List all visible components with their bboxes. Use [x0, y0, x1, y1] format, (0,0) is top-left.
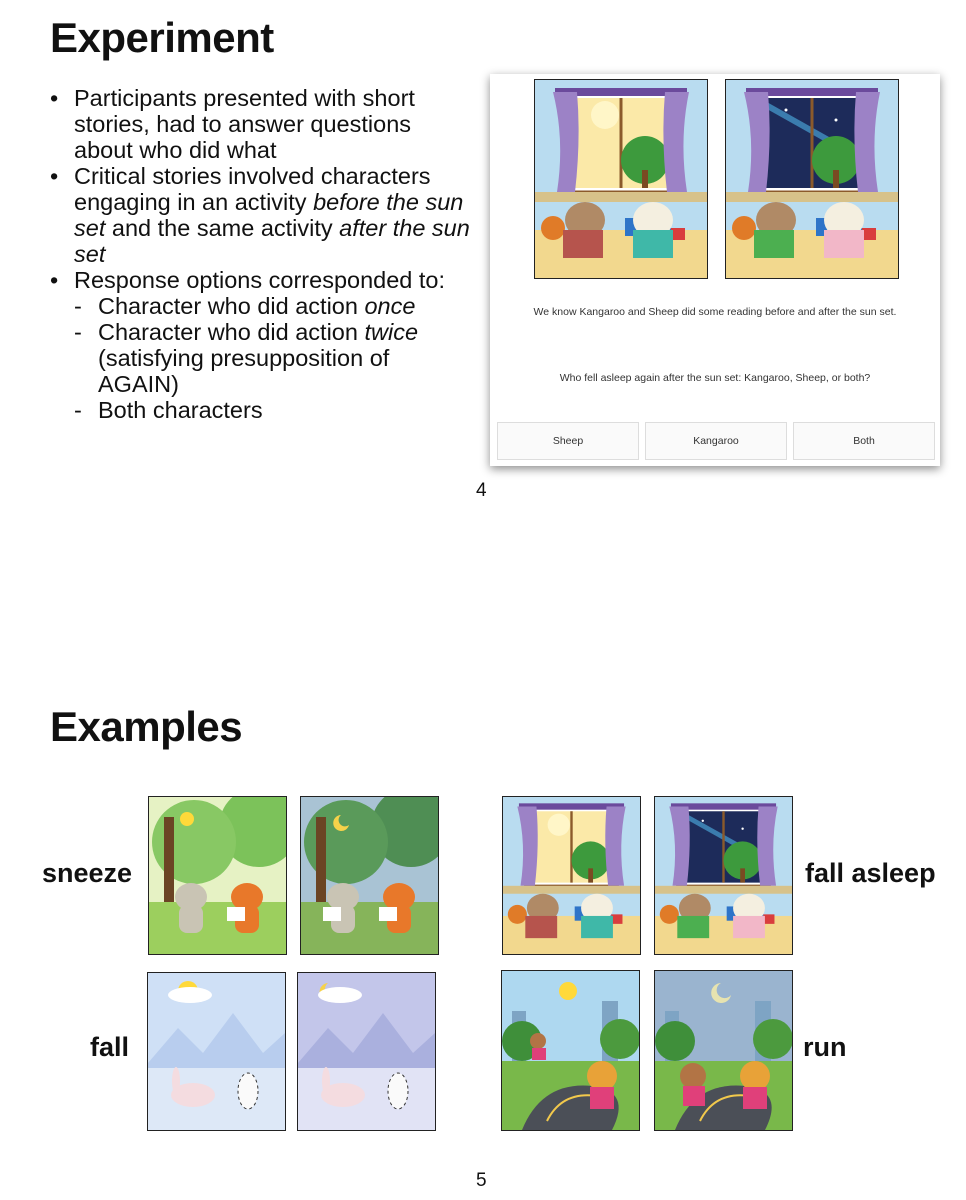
park-day-illustration: [502, 971, 639, 1130]
example-run-day: [501, 970, 640, 1131]
answer-button-kangaroo[interactable]: Kangaroo: [645, 422, 787, 460]
forest-day-illustration: [149, 797, 286, 954]
snow-day-illustration: [148, 973, 285, 1130]
example-sneeze-day: [148, 796, 287, 955]
label-run: run: [803, 1032, 847, 1062]
bullet-item: [50, 267, 470, 293]
bullet-text: (satisfying presupposition of AGAIN): [98, 345, 390, 397]
example-fall-night: [297, 972, 436, 1131]
bedroom-day-illustration: [503, 797, 640, 954]
story-panel-day: [534, 79, 708, 279]
emphasis-text: once: [364, 293, 416, 319]
example-fall-asleep-day: [502, 796, 641, 955]
sub-bullet-item: [50, 293, 470, 319]
bullet-dot-icon: •: [50, 163, 59, 189]
bullet-item: [50, 163, 470, 267]
bedroom-night-illustration: [655, 797, 792, 954]
bedroom-night-illustration: [726, 80, 898, 278]
example-run-night: [654, 970, 793, 1131]
answer-button-sheep[interactable]: Sheep: [497, 422, 639, 460]
example-sneeze-night: [300, 796, 439, 955]
park-night-illustration: [655, 971, 792, 1130]
bullet-text: Participants presented with short stories, had to answer questions about who did what: [74, 85, 415, 163]
bullet-text: Character who did action: [98, 319, 365, 345]
story-panel-night: [725, 79, 899, 279]
sub-bullet-item: [50, 397, 470, 423]
snow-night-illustration: [298, 973, 435, 1130]
slide-title-examples: Examples: [50, 703, 243, 750]
slide-title-experiment: Experiment: [50, 14, 274, 61]
emphasis-text: before the sun set: [74, 189, 464, 241]
emphasis-text: twice: [364, 319, 419, 345]
example-fall-asleep-night: [654, 796, 793, 955]
label-sneeze: sneeze: [42, 858, 133, 888]
bullet-text: and the same activity: [105, 215, 340, 241]
page-number: 5: [476, 1170, 487, 1191]
story-question: Who fell asleep again after the sun set: Kangaroo, Sheep, or both?: [559, 372, 871, 384]
label-fall-asleep: fall asleep: [805, 858, 936, 888]
answer-button-both[interactable]: Both: [793, 422, 935, 460]
bullet-text: Character who did action: [98, 293, 365, 319]
sub-bullet-item: [50, 319, 470, 397]
bullet-list: [50, 85, 470, 423]
dash-icon: -: [74, 293, 82, 319]
dash-icon: -: [74, 397, 82, 423]
bullet-dot-icon: •: [50, 85, 59, 111]
forest-night-illustration: [301, 797, 438, 954]
dash-icon: -: [74, 319, 82, 345]
bullet-text: Critical stories involved characters engaging in an activity: [74, 163, 431, 215]
example-fall-day: [147, 972, 286, 1131]
page-number: 4: [476, 480, 487, 501]
label-fall: fall: [90, 1032, 130, 1062]
experiment-screenshot: [490, 74, 940, 466]
bullet-text: Both characters: [98, 397, 263, 423]
bullet-item: [50, 85, 470, 163]
emphasis-text: after the sun set: [74, 215, 470, 267]
story-statement: We know Kangaroo and Sheep did some reading before and after the sun set.: [533, 306, 897, 318]
bullet-dot-icon: •: [50, 267, 59, 293]
bullet-text: Response options corresponded to:: [74, 267, 446, 293]
bedroom-day-illustration: [535, 80, 707, 278]
